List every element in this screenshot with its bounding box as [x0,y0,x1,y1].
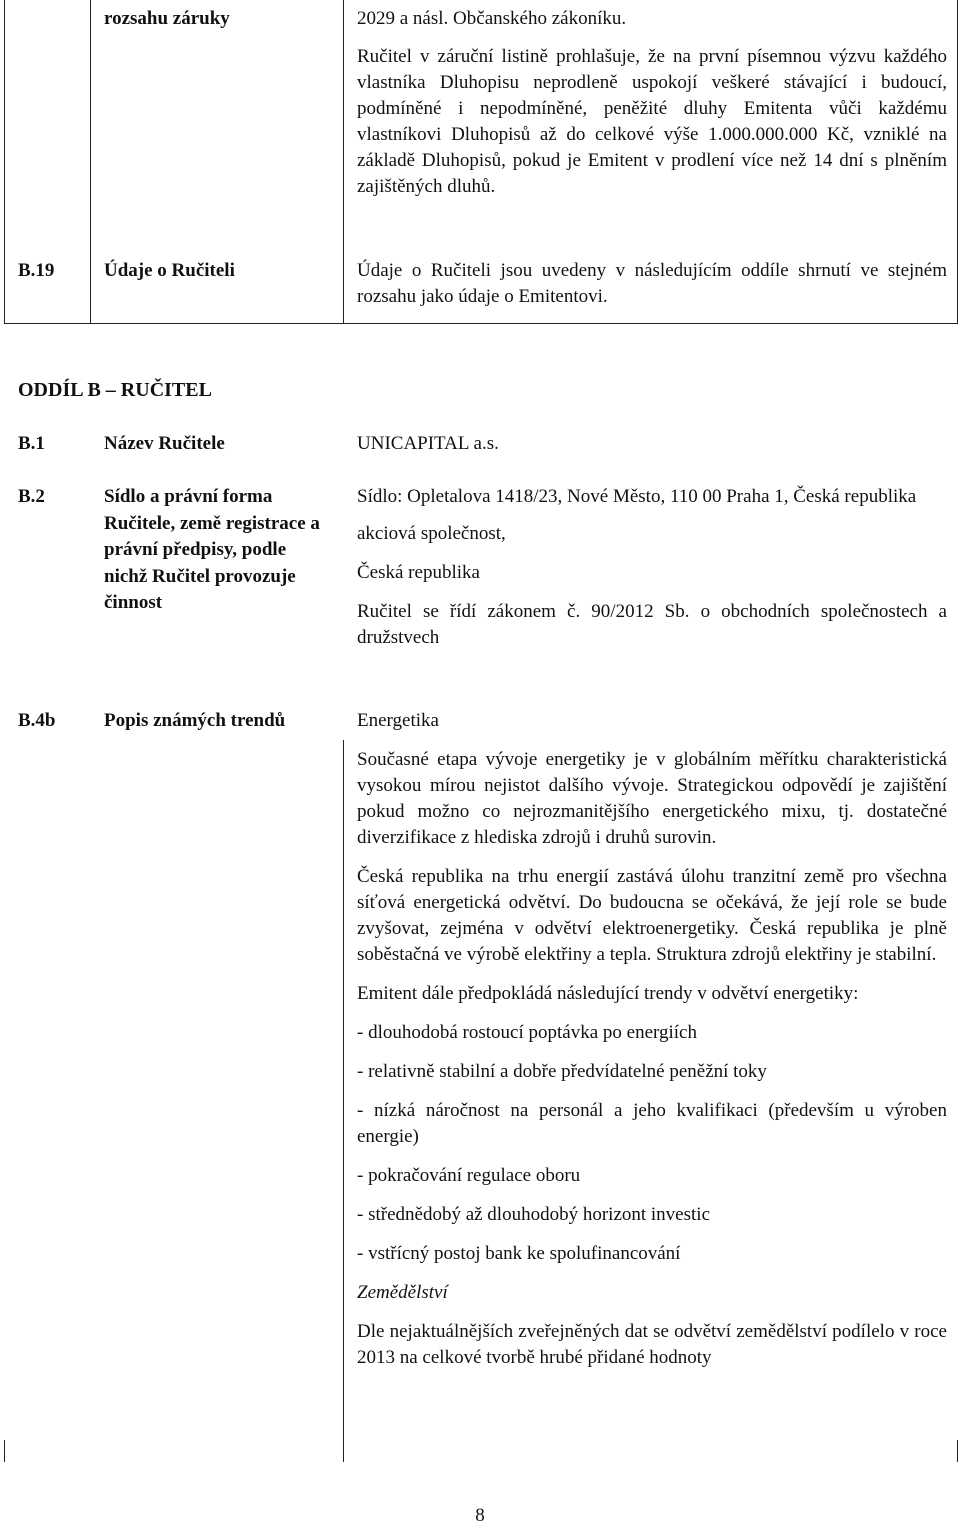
b2-seat: Sídlo: Opletalova 1418/23, Nové Město, 110 00 Praha 1, Česká republika [357,486,917,507]
b4b-bullet-2: - relativně stabilní a dobře předvídatelné peněžní toky [357,1061,767,1082]
b4b-paragraph-4: Dle nejaktuálnějších zveřejněných dat se odvětví zemědělství podílelo v roce 2013 na celkové tvorbě hrubé přidané hodnoty [357,1321,947,1368]
row-content-b2 [357,484,947,651]
row-label-nazev-rucitele: Název Ručitele [104,433,225,454]
row-code-b19: B.19 [18,260,55,281]
row-label-sidlo: Sídlo a právní forma Ručitele, země registrace a právní předpisy, podle nichž Ručitel provozuje činnost [104,486,320,613]
table-border-b4b-left [4,1440,5,1462]
page-number: 8 [475,1505,485,1526]
row-content-b19: Údaje o Ručiteli jsou uvedeny v následujícím oddíle shrnutí ve stejném rozsahu jako údaje o Emitentovi. [357,260,947,307]
row-label-udaje-o-ruciteli: Údaje o Ručiteli [104,260,235,281]
b4b-bullet-5: - střednědobý až dlouhodobý horizont investic [357,1204,711,1225]
table-border-right [957,0,958,324]
row-content-b1: UNICAPITAL a.s. [357,433,499,454]
row-label-rozsahu-zaruky: rozsahu záruky [104,8,230,29]
b4b-bullet-6: - vstřícný postoj bank ke spolufinancování [357,1243,681,1264]
table-border-bottom [4,323,958,324]
row-code-b4b: B.4b [18,710,56,731]
table-border-b4b-right [957,1440,958,1462]
table-border-b4b-col [343,740,344,1462]
row-label-popis-trendu: Popis známých trendů [104,710,286,731]
subhead-energetika: Energetika [357,710,439,731]
b4b-paragraph-2: Česká republika na trhu energií zastává úlohu tranzitní země pro všechna síťová energetická odvětví. Do budoucna se očekává, že její role se bude zvyšovat, zejména v odvětví elektroenergetiky. Česká republika je plně soběstačná ve výrobě elektřiny a tepla. Struktura zdrojů elektřiny je stabilní. [357,866,947,965]
b2-country: Česká republika [357,562,480,583]
table-border-col1 [90,0,91,324]
b4b-bullet-3: - nízká náročnost na personál a jeho kvalifikaci (především u výroben energie) [357,1100,947,1147]
b4b-paragraph-1: Současné etapa vývoje energetiky je v globálním měřítku charakteristická vysokou mírou nejistot dalšího vývoje. Strategickou odpovědí je zajištění pokud možno co nejrozmanitějšího energetického mixu, tj. dostatečné diverzifikace z hlediska zdrojů i druhů surovin. [357,749,947,848]
b2-legislation: Ručitel se řídí zákonem č. 90/2012 Sb. o obchodních společnostech a družstvech [357,601,947,648]
b4b-bullet-4: - pokračování regulace oboru [357,1165,581,1186]
row-content-line1: 2029 a násl. Občanského zákoníku. [357,8,627,29]
row-content-b4b [357,708,947,1371]
row-content-guarantee-paragraph: Ručitel v záruční listině prohlašuje, že na první písemnou výzvu každého vlastníka Dluhopisu neprodleně uspokojí veškeré stávající i budoucí, podmíněné i nepodmíněné, peněžité dluhy Emitenta vůči každému vlastníkovi Dluhopisů až do celkové výše 1.000.000.000 Kč, vzniklé na základě Dluhopisů, pokud je Emitent v prodlení více než 14 dní s plněním zajištěných dluhů. [357,46,947,197]
b4b-bullet-1: - dlouhodobá rostoucí poptávka po energiích [357,1022,697,1043]
row-code-b1: B.1 [18,433,45,454]
b2-legal-form: akciová společnost, [357,523,506,544]
table-border-col2 [343,0,344,324]
section-heading: ODDÍL B – RUČITEL [18,379,212,401]
row-code-b2: B.2 [18,486,45,507]
b4b-paragraph-3: Emitent dále předpokládá následující trendy v odvětví energetiky: [357,983,859,1004]
table-border-left [4,0,5,324]
subhead-zemedelstvi: Zemědělství [357,1282,448,1303]
